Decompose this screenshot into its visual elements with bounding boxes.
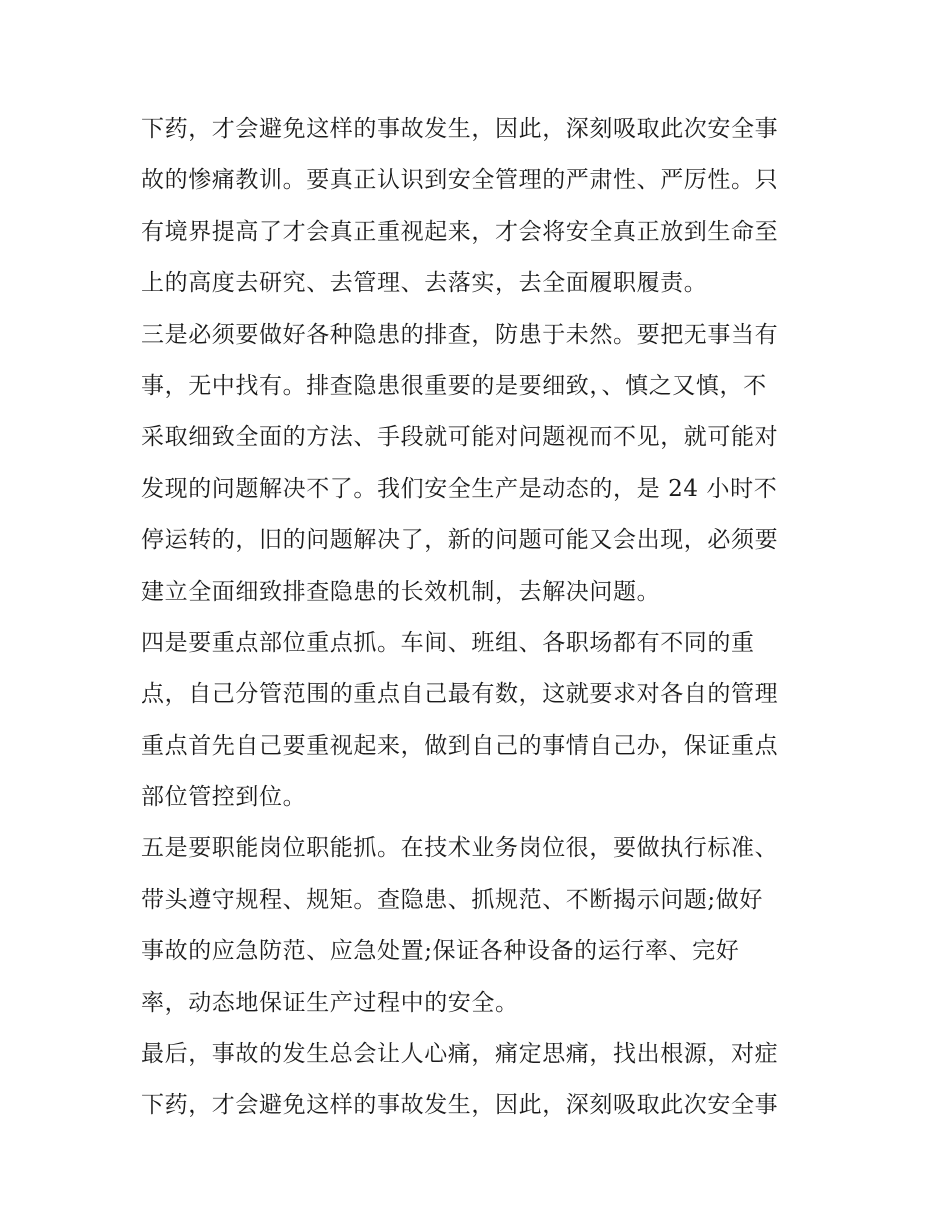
text-line: 最后，事故的发生总会让人心痛，痛定思痛，找出根源，对症 xyxy=(141,1041,779,1068)
text-line: 事故的应急防范、应急处置;保证各种设备的运行率、完好 xyxy=(141,938,740,965)
text-line: 采取细致全面的方法、手段就可能对问题视而不见，就可能对 xyxy=(141,424,779,451)
text-line: 五是要职能岗位职能抓。在技术业务岗位很，要做执行标准、 xyxy=(141,835,779,862)
text-line: 部位管控到位。 xyxy=(141,784,307,811)
text-line: 点，自己分管范围的重点自己最有数，这就要求对各自的管理 xyxy=(141,681,779,708)
text-line: 四是要重点部位重点抓。车间、班组、各职场都有不同的重 xyxy=(141,629,755,656)
text-line: 建立全面细致排查隐患的长效机制，去解决问题。 xyxy=(141,578,661,605)
text-line: 停运转的，旧的问题解决了，新的问题可能又会出现，必须要 xyxy=(141,527,779,554)
text-line: 上的高度去研究、去管理、去落实，去全面履职履责。 xyxy=(141,270,708,297)
text-line: 下药，才会避免这样的事故发生，因此，深刻吸取此次安全事 xyxy=(141,1092,779,1119)
text-line: 下药，才会避免这样的事故发生，因此，深刻吸取此次安全事 xyxy=(141,116,779,142)
text-line: 率，动态地保证生产过程中的安全。 xyxy=(141,989,519,1016)
text-line: 三是必须要做好各种隐患的排查，防患于未然。要把无事当有 xyxy=(141,321,779,348)
text-line: 故的惨痛教训。要真正认识到安全管理的严肃性、严厉性。只 xyxy=(141,167,779,194)
text-line: 有境界提高了才会真正重视起来，才会将安全真正放到生命至 xyxy=(141,218,779,245)
text-line: 重点首先自己要重视起来，做到自己的事情自己办，保证重点 xyxy=(141,732,779,759)
document-body xyxy=(141,104,821,1132)
text-line: 事，无中找有。排查隐患很重要的是要细致，、慎之又慎，不 xyxy=(141,372,767,399)
text-line: 带头遵守规程、规矩。查隐患、抓规范、不断揭示问题;做好 xyxy=(141,886,763,913)
text-line: 发现的问题解决不了。我们安全生产是动态的，是 24 小时不 xyxy=(141,475,778,502)
